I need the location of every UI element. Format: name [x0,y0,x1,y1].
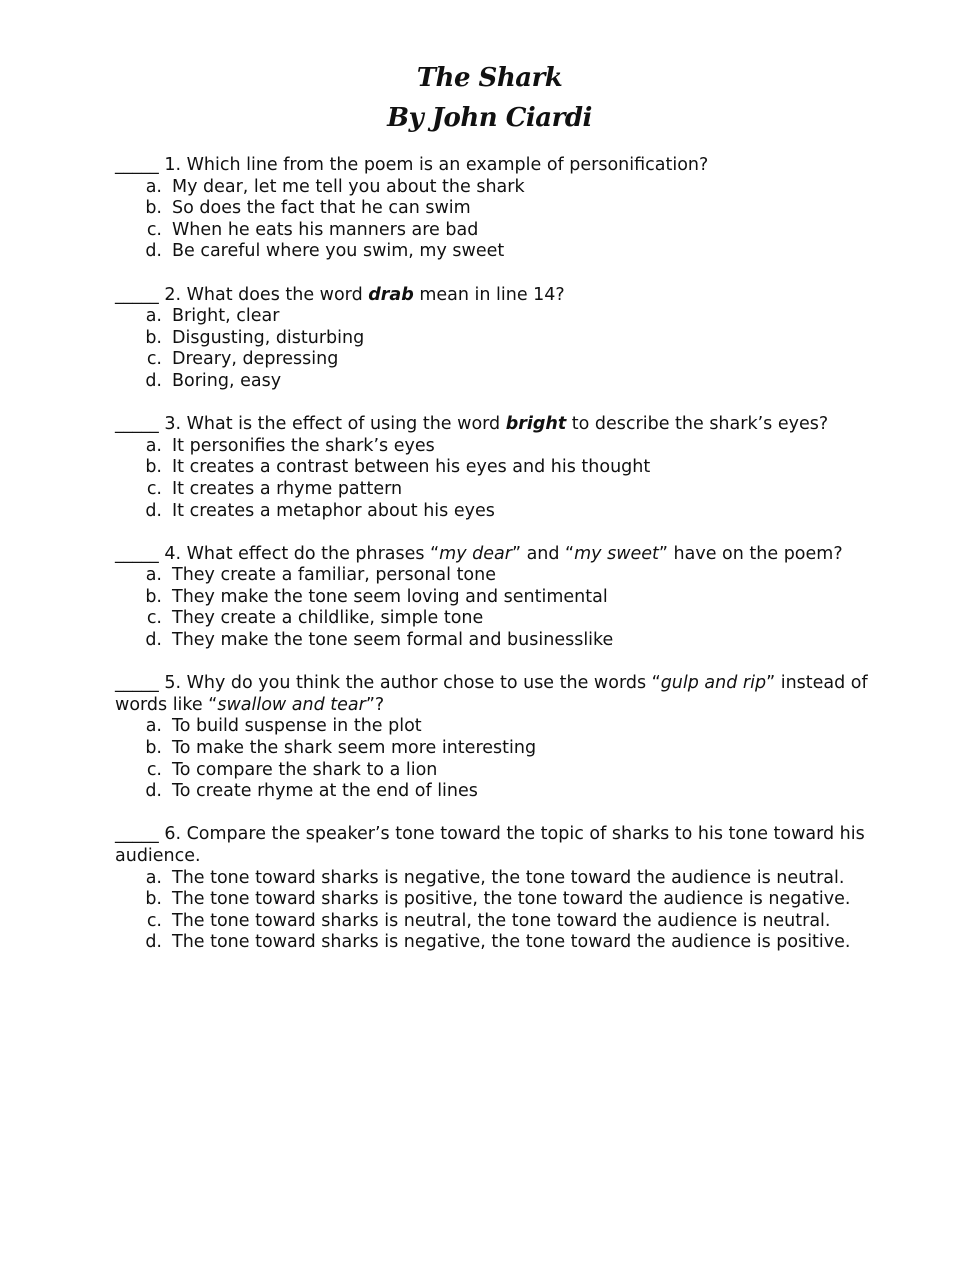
option-text: When he eats his manners are bad [172,219,479,240]
answer-option [115,349,875,371]
question-5 [115,673,875,803]
question-number: 3. [158,414,187,435]
option-letter: d. [145,370,162,391]
option-text: To build suspense in the plot [172,716,422,737]
answer-option [115,889,875,911]
answer-blank: _____ [115,414,159,435]
option-text: The tone toward sharks is negative, the tone toward the audience is positive. [172,932,851,953]
question-text: What does the word [186,284,369,305]
option-text: Bright, clear [172,306,280,327]
question-number: 4. [158,543,187,564]
option-letter: c. [146,478,162,499]
question-number: 2. [158,284,187,305]
option-letter: b. [145,327,162,348]
emphasized-term: bright [505,414,567,435]
option-text: So does the fact that he can swim [172,198,471,219]
emphasized-term: swallow and tear [217,694,366,715]
option-text: Dreary, depressing [172,349,339,370]
question-text: to describe the shark’s eyes? [566,414,829,435]
answer-blank: _____ [115,673,159,694]
question-number: 5. [158,673,187,694]
answer-option [115,436,875,458]
option-letter: d. [145,932,162,953]
option-letter: c. [146,219,162,240]
option-letter: d. [145,500,162,521]
answer-option [115,587,875,609]
option-letter: d. [145,781,162,802]
option-text: It creates a metaphor about his eyes [172,500,495,521]
option-text: They create a childlike, simple tone [172,608,484,629]
answer-options [115,716,875,802]
option-text: To compare the shark to a lion [172,759,438,780]
poem-author: By John Ciardi [387,103,592,133]
question-text: ” and “ [511,543,575,564]
answer-option [115,371,875,393]
option-text: The tone toward sharks is neutral, the tone toward the audience is neutral. [172,910,831,931]
answer-option [115,457,875,479]
answer-option [115,241,875,263]
option-letter: a. [145,435,162,456]
option-letter: a. [145,306,162,327]
option-letter: d. [145,630,162,651]
option-text: To create rhyme at the end of lines [172,781,478,802]
emphasized-term: my dear [439,543,512,564]
option-letter: c. [146,349,162,370]
answer-blank: _____ [115,543,159,564]
emphasized-term: drab [368,284,414,305]
question-number: 6. [158,824,187,845]
answer-options [115,436,875,522]
option-letter: b. [145,889,162,910]
question-4 [115,544,875,652]
question-text: mean in line 14? [413,284,565,305]
question-list [115,155,875,976]
answer-option [115,479,875,501]
question-text: What is the effect of using the word [186,414,506,435]
answer-option [115,177,875,199]
answer-option [115,630,875,652]
title-block [0,58,979,138]
answer-option [115,306,875,328]
option-text: They make the tone seem loving and sentimental [172,586,608,607]
option-text: Be careful where you swim, my sweet [172,241,505,262]
emphasized-term: gulp and rip [660,673,767,694]
option-letter: b. [145,738,162,759]
question-prompt [115,544,875,566]
answer-option [115,565,875,587]
option-letter: a. [145,565,162,586]
option-text: Boring, easy [172,370,282,391]
question-prompt [115,285,875,307]
answer-options [115,306,875,392]
option-letter: c. [146,910,162,931]
option-letter: b. [145,198,162,219]
question-number: 1. [158,155,187,175]
question-1 [115,155,875,263]
answer-options [115,177,875,263]
question-text: Compare the speaker’s tone toward the topic of sharks to his tone toward his audience. [115,824,865,866]
option-letter: a. [145,176,162,197]
question-text: ”? [365,694,385,715]
answer-option [115,911,875,933]
answer-option [115,868,875,890]
question-2 [115,285,875,393]
option-text: The tone toward sharks is negative, the tone toward the audience is neutral. [172,867,845,888]
answer-options [115,565,875,651]
question-prompt [115,155,875,177]
answer-option [115,716,875,738]
question-prompt [115,673,875,716]
poem-title: The Shark [416,63,563,93]
option-text: They create a familiar, personal tone [172,565,496,586]
answer-option [115,198,875,220]
option-letter: b. [145,457,162,478]
question-prompt [115,824,875,867]
option-text: It creates a contrast between his eyes and his thought [172,457,651,478]
answer-blank: _____ [115,284,159,305]
option-letter: d. [145,241,162,262]
emphasized-term: my sweet [574,543,659,564]
option-text: The tone toward sharks is positive, the tone toward the audience is negative. [172,889,851,910]
question-text: ” have on the poem? [658,543,843,564]
answer-option [115,501,875,523]
option-letter: a. [145,867,162,888]
answer-option [115,932,875,954]
option-text: It creates a rhyme pattern [172,478,403,499]
option-text: My dear, let me tell you about the shark [172,176,525,197]
question-3 [115,414,875,522]
option-letter: b. [145,586,162,607]
question-text: Which line from the poem is an example of personification? [186,155,709,175]
option-letter: c. [146,608,162,629]
option-letter: a. [145,716,162,737]
answer-option [115,608,875,630]
question-6 [115,824,875,954]
option-text: It personifies the shark’s eyes [172,435,435,456]
answer-blank: _____ [115,824,159,845]
answer-option [115,738,875,760]
question-text: ” instead of words like “ [115,673,868,715]
answer-options [115,868,875,954]
answer-option [115,328,875,350]
question-text: What effect do the phrases “ [186,543,440,564]
answer-option [115,220,875,242]
answer-option [115,781,875,803]
option-text: To make the shark seem more interesting [172,738,537,759]
question-text: Why do you think the author chose to use the words “ [186,673,661,694]
question-prompt [115,414,875,436]
option-letter: c. [146,759,162,780]
answer-blank: _____ [115,155,159,175]
option-text: Disgusting, disturbing [172,327,365,348]
option-text: They make the tone seem formal and businesslike [172,630,614,651]
answer-option [115,760,875,782]
